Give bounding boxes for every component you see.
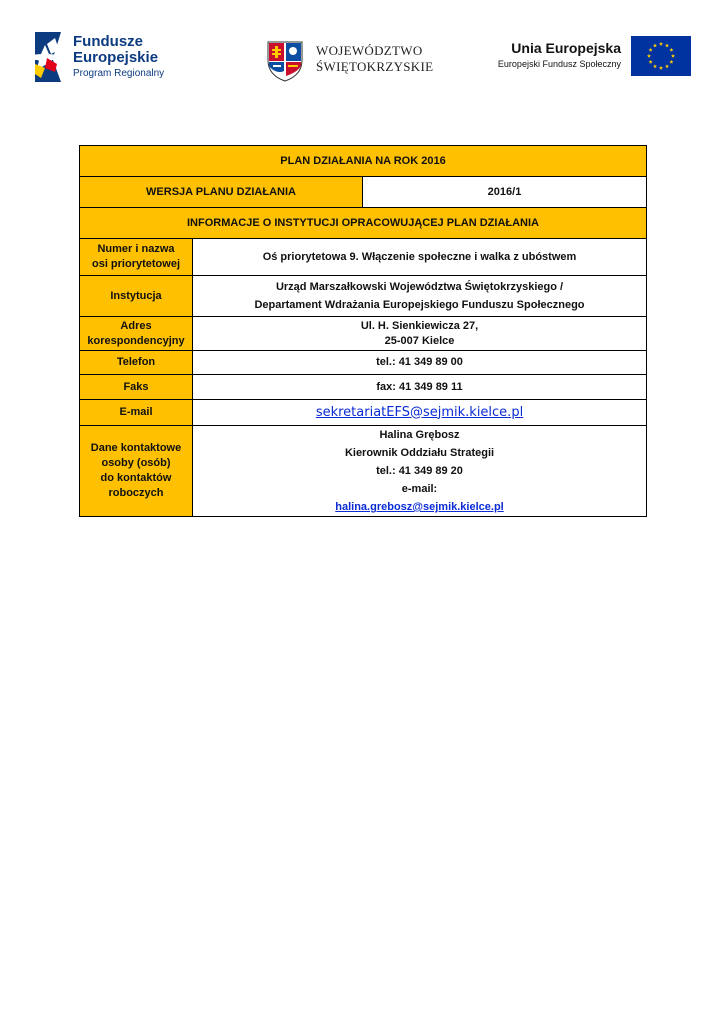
contact-label <box>80 426 193 517</box>
contact-email-prefix: e-mail: <box>401 483 438 495</box>
version-label: WERSJA PLANU DZIAŁANIA <box>80 177 363 208</box>
address-label-line2: korespondencyjny <box>87 334 185 347</box>
address-value-line1: Ul. H. Sienkiewicza 27, <box>360 319 479 332</box>
wojewodztwo-swietokrzyskie-logo <box>266 38 436 84</box>
eu-logo-line1: Unia Europejska <box>511 40 621 56</box>
table-row <box>80 375 647 400</box>
email-link[interactable]: sekretariatEFS@sejmik.kielce.pl <box>315 404 524 420</box>
institution-value-line2: Departament Wdrażania Europejskiego Funduszu Społecznego <box>254 299 585 311</box>
phone-value: tel.: 41 349 89 00 <box>193 351 647 375</box>
sw-logo-line2: ŚWIĘTOKRZYSKIE <box>316 59 434 74</box>
address-value-line2: 25-007 Kielce <box>384 334 455 347</box>
address-label-line1: Adres <box>120 319 152 332</box>
fundusze-europejskie-logo <box>33 28 183 84</box>
fe-logo-line3: Program Regionalny <box>73 68 165 79</box>
email-cell <box>193 400 647 426</box>
plan-table <box>79 145 647 517</box>
table-row <box>80 400 647 426</box>
axis-label-line1: Numer i nazwa <box>97 243 175 255</box>
fe-logo-line1: Fundusze <box>73 33 143 50</box>
contact-phone: tel.: 41 349 89 20 <box>376 465 463 477</box>
contact-name: Halina Grębosz <box>379 429 460 441</box>
contact-value <box>193 426 647 517</box>
axis-value: Oś priorytetowa 9. Włączenie społeczne i walka z ubóstwem <box>193 239 647 276</box>
table-row <box>80 276 647 317</box>
institution-label: Instytucja <box>80 276 193 317</box>
address-label <box>80 317 193 351</box>
contact-label-line1: Dane kontaktowe <box>90 442 182 454</box>
version-value: 2016/1 <box>363 177 647 208</box>
email-label: E-mail <box>80 400 193 426</box>
table-row <box>80 177 647 208</box>
table-row <box>80 351 647 375</box>
table-row <box>80 208 647 239</box>
contact-email-line <box>197 480 642 516</box>
contact-label-line2: osoby (osób) <box>101 457 171 469</box>
table-row <box>80 239 647 276</box>
institution-value <box>193 276 647 317</box>
eu-flag-icon <box>631 36 691 76</box>
fe-star-icon <box>33 28 69 84</box>
table-row <box>80 146 647 177</box>
table-row <box>80 426 647 517</box>
fax-value: fax: 41 349 89 11 <box>193 375 647 400</box>
institution-value-line1: Urząd Marszałkowski Województwa Świętokrzyskiego / <box>275 281 564 293</box>
unia-europejska-logo <box>494 36 694 76</box>
contact-label-line4: roboczych <box>108 487 164 499</box>
fax-label: Faks <box>80 375 193 400</box>
axis-label-line2: osi priorytetowej <box>91 258 181 270</box>
plan-title: PLAN DZIAŁANIA NA ROK 2016 <box>80 146 647 177</box>
table-row <box>80 317 647 351</box>
address-value <box>193 317 647 351</box>
sw-logo-line1: WOJEWÓDZTWO <box>316 43 423 58</box>
phone-label: Telefon <box>80 351 193 375</box>
eu-logo-line2: Europejski Fundusz Społeczny <box>497 59 621 69</box>
contact-position: Kierownik Oddziału Strategii <box>344 447 495 459</box>
fe-logo-line2: Europejskie <box>73 49 159 66</box>
contact-email-link[interactable]: halina.grebosz@sejmik.kielce.pl <box>335 501 504 513</box>
contact-label-line3: do kontaktów <box>100 472 172 484</box>
section-title: INFORMACJE O INSTYTUCJI OPRACOWUJĄCEJ PLAN DZIAŁANIA <box>80 208 647 239</box>
axis-label <box>80 239 193 276</box>
coat-of-arms-icon <box>266 38 304 82</box>
